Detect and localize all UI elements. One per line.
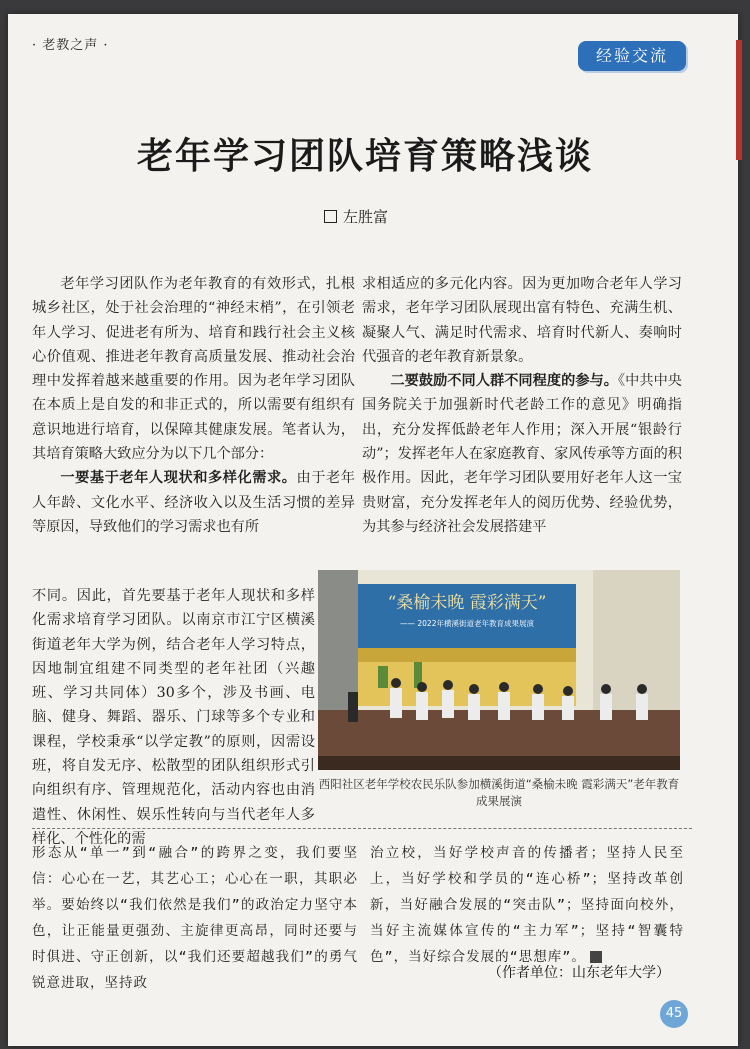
continued-text-right	[370, 840, 684, 970]
paragraph-text: 《中共中央 国务院关于加强新时代老龄工作的意见》明确指出，充分发挥低龄老年人作用；深入开展“银龄行动”；发挥老年人在家庭教育、家风传承等方面的积极作用。因此，老年学习团队要用好老年人这一宝贵财富，充分发挥老年人的阅历优势、经验优势，为其参与经济社会发展搭建平	[362, 373, 682, 535]
paragraph-text: 由于老年人年龄、文化水平、经济收入以及生活习惯的差异等原因，导致他们的学习需求也有所	[32, 470, 355, 535]
column-right	[362, 272, 682, 539]
paragraph-heading: 一要基于老年人现状和多样化需求。	[60, 470, 297, 487]
author-box-icon	[324, 210, 337, 223]
article-title: 老年学习团队培育策略浅谈	[136, 136, 593, 177]
event-photo	[318, 570, 680, 770]
column-badge: 经验交流	[578, 41, 686, 71]
paragraph	[32, 466, 355, 539]
author-affiliation: （作者单位：山东老年大学）	[488, 965, 670, 981]
section-divider	[32, 828, 692, 829]
continued-text: 治立校，当好学校声音的传播者；坚持人民至上，当好学校和学员的“连心桥”；坚持改革创新，当好融合发展的“突击队”；坚持面向校外，当好主流媒体宣传的“主力军”；坚持“智囊特色”，当好综合发展的“思想库”。	[370, 845, 684, 965]
column-left-bottom	[32, 584, 315, 851]
paragraph: 不同。因此，首先要基于老年人现状和多样化需求培育学习团队。以南京市江宁区横溪街道老年大学为例，结合老年人学习特点，因地制宜组建不同类型的老年社团（兴趣班、学习共同体）30多个，涉及书画、电脑、健身、舞蹈、器乐、门球等多个专业和课程，学校秉承“以学定教”的原则，因需设班，将自发无序、松散型的团队组织形式引向组织有序、管理规范化，活动内容也由消遣性、休闲性、娱乐性转向与当代老年人多样化、个性化的需	[32, 588, 315, 847]
paragraph-heading: 二要鼓励不同人群不同程度的参与。	[390, 373, 618, 390]
page-number: 45	[660, 1000, 688, 1028]
column-left-top	[32, 272, 355, 539]
author-name: 左胜富	[343, 208, 389, 226]
red-page-edge	[736, 40, 742, 160]
author-line	[324, 206, 388, 227]
section-label: · 老教之声 ·	[32, 38, 109, 53]
photo-caption: 西阳社区老年学校农民乐队参加横溪街道“桑榆未晚 霞彩满天”老年教育成果展演	[318, 777, 680, 808]
paragraph: 老年学习团队作为老年教育的有效形式，扎根城乡社区，处于社会治理的“神经末梢”，在引领老年人学习、促进老有所为、培育和践行社会主义核心价值观、推进老年教育高质量发展、推动社会治理中发挥着越来越重要的作用。因为老年学习团队在本质上是自发的和非正式的，所以需要有组织有意识地进行培育，以保障其健康发展。笔者认为，其培育策略大致应分为以下几个部分：	[32, 276, 355, 463]
banner-title: “桑榆未晚 霞彩满天”	[387, 593, 547, 613]
continued-text-left: 形态从“单一”到“融合”的跨界之变，我们要坚信：心心在一艺，其艺心工；心心在一职，其职必举。要始终以“我们依然是我们”的政治定力坚守本色，让正能量更强劲、主旋律更高昂，同时还要与时俱进、守正创新，以“我们还要超越我们”的勇气锐意进取，坚持政	[32, 845, 358, 991]
paragraph	[362, 369, 682, 539]
stage-illustration	[318, 570, 680, 770]
paragraph: 求相适应的多元化内容。因为更加吻合老年人学习需求，老年学习团队展现出富有特色、充满生机、凝聚人气、满足时代需求、培育时代新人、奏响时代强音的老年教育新景象。	[362, 276, 682, 365]
banner-subtitle: —— 2022年横溪街道老年教育成果展演	[400, 619, 534, 628]
